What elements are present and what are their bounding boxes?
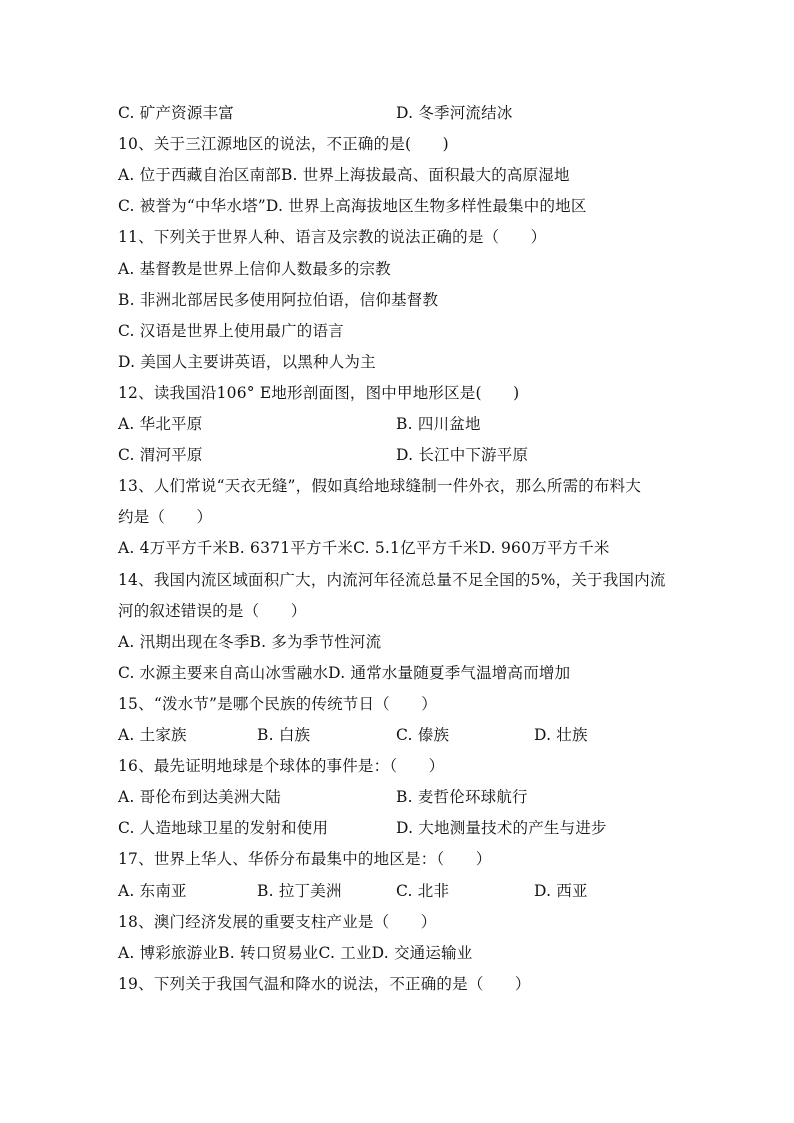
answer-option: A. 东南亚 [118,881,187,900]
option-row [118,787,718,807]
text-line: C. 汉语是世界上使用最广的语言 [118,321,344,340]
text-line: 约是（ ） [118,508,213,527]
text-line: 河的叙述错误的是（ ） [118,601,307,620]
text-line: A. 基督教是世界上信仰人数最多的宗教 [118,259,391,278]
text-line: 11、下列关于世界人种、语言及宗教的说法正确的是（ ） [118,228,547,247]
text-line: C. 被誉为“中华水塔”D. 世界上高海拔地区生物多样性最集中的地区 [118,197,587,216]
option-row [118,818,718,838]
answer-option: D. 长江中下游平原 [396,446,529,465]
answer-option: C. 北非 [396,881,450,900]
text-line: 19、下列关于我国气温和降水的说法，不正确的是（ ） [118,974,531,993]
answer-option: A. 华北平原 [118,415,203,433]
option-row [118,103,718,123]
answer-option: A. 土家族 [118,726,187,744]
answer-option: C. 人造地球卫星的发射和使用 [118,819,329,838]
text-line: A. 汛期出现在冬季B. 多为季节性河流 [118,632,382,651]
text-line: A. 博彩旅游业B. 转口贸易业C. 工业D. 交通运输业 [118,943,473,962]
answer-option: C. 渭河平原 [118,446,203,465]
answer-option: B. 白族 [257,726,311,744]
text-line: B. 非洲北部居民多使用阿拉伯语，信仰基督教 [118,290,439,309]
answer-option: B. 麦哲伦环球航行 [396,788,528,807]
option-row [118,725,718,745]
answer-option: C. 矿产资源丰富 [118,104,234,122]
text-line: 13、人们常说“天衣无缝”，假如真给地球缝制一件外衣，那么所需的布料大 [118,477,642,496]
answer-option: D. 冬季河流结冰 [396,104,513,122]
text-line: 15、“泼水节”是哪个民族的传统节日（ ） [118,694,437,713]
answer-option: D. 大地测量技术的产生与进步 [396,819,607,838]
answer-option: C. 傣族 [396,726,450,744]
text-line: A. 4万平方千米B. 6371平方千米C. 5.1亿平方千米D. 960万平方千米 [118,539,610,558]
answer-option: B. 拉丁美洲 [257,881,342,900]
answer-option: D. 壮族 [534,726,588,744]
answer-option: B. 四川盆地 [396,415,481,433]
text-line: 18、澳门经济发展的重要支柱产业是（ ） [118,912,437,931]
option-row [118,445,718,465]
option-row [118,414,718,434]
text-line: 16、最先证明地球是个球体的事件是：（ ） [118,757,445,776]
answer-option: A. 哥伦布到达美洲大陆 [118,788,281,807]
text-line: 10、关于三江源地区的说法，不正确的是( ) [118,135,449,154]
text-line: A. 位于西藏自治区南部B. 世界上海拔最高、面积最大的高原湿地 [118,166,570,185]
text-line: C. 水源主要来自高山冰雪融水D. 通常水量随夏季气温增高而增加 [118,663,571,682]
answer-option: D. 西亚 [534,881,588,900]
option-row [118,881,718,901]
text-line: 12、读我国沿106° E地形剖面图，图中甲地形区是( ) [118,383,520,402]
text-line: D. 美国人主要讲英语，以黑种人为主 [118,352,376,371]
text-line: 17、世界上华人、华侨分布最集中的地区是：（ ） [118,850,492,869]
text-line: 14、我国内流区域面积广大，内流河年径流总量不足全国的5%，关于我国内流 [118,570,666,589]
